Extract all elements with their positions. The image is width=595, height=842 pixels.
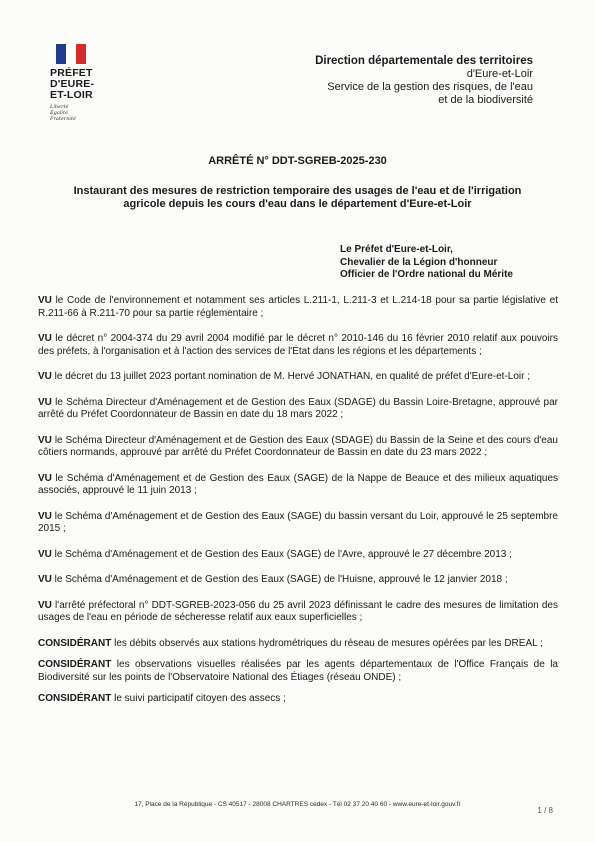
service-name-cont: et de la biodiversité: [438, 94, 533, 106]
visa-paragraph: [38, 435, 558, 460]
prefet-line: PRÉFET: [50, 67, 93, 79]
visa-paragraph: [38, 295, 558, 320]
visa-text: le Code de l'environnement et notamment ses articles L.211-1, L.211-3 et L.214-18 pour sa partie législative et R.211-66 à R.211-70 pour sa partie réglementaire ;: [38, 295, 558, 319]
signer-title: Le Préfet d'Eure-et-Loir,: [340, 244, 453, 255]
motto-line: Liberté: [50, 104, 69, 110]
prefet-name: [50, 68, 120, 101]
visa-text: le décret du 13 juillet 2023 portant nomination de M. Hervé JONATHAN, en qualité de préfet d'Eure-et-Loir ;: [51, 371, 530, 382]
visa-text: le Schéma d'Aménagement et de Gestion des Eaux (SAGE) de la Nappe de Beauce et des milieux aquatiques associés, approuvé le 11 juin 2013 ;: [38, 472, 558, 496]
visa-paragraph: [38, 473, 558, 498]
visa-paragraph: [38, 333, 558, 358]
considerant-text: les observations visuelles réalisées par les agents départementaux de l'Office Français de la Biodiversité sur les points de l'Observatoire National des Étiages (réseau ONDE) ;: [38, 659, 558, 683]
visa-text: l'arrêté préfectoral n° DDT-SGREB-2023-056 du 25 avril 2023 définissant le cadre des mesures de limitation des usages de l'eau en période de sécheresse relatif aux eaux superficielles ;: [38, 599, 558, 623]
visa-paragraph: [38, 549, 558, 562]
department-name: d'Eure-et-Loir: [466, 68, 533, 80]
visa-text: le Schéma d'Aménagement et de Gestion des Eaux (SAGE) de l'Avre, approuvé le 27 décembre 2013 ;: [51, 548, 512, 560]
visa-keyword: VU: [38, 371, 52, 382]
signer-honor: Chevalier de la Légion d'honneur: [340, 256, 498, 268]
considerant-keyword: CONSIDÉRANT: [38, 637, 112, 649]
visa-text: le Schéma d'Aménagement et de Gestion des Eaux (SAGE) du bassin versant du Loir, approuvé le 25 septembre 2015 ;: [38, 510, 558, 534]
visa-keyword: VU: [38, 548, 52, 560]
decree-title: ARRÊTÉ N° DDT-SGREB-2025-230: [208, 155, 387, 167]
motto-line: Égalité: [50, 110, 68, 116]
considerant-keyword: CONSIDÉRANT: [38, 659, 112, 670]
visa-paragraph: [38, 574, 558, 587]
visa-paragraph: [38, 511, 558, 536]
signer-block: [340, 244, 513, 282]
visa-keyword: VU: [38, 599, 52, 611]
page-number: 1 / 8: [537, 806, 553, 815]
visa-keyword: VU: [38, 434, 52, 446]
visa-keyword: VU: [38, 396, 52, 408]
visa-paragraph: [38, 371, 558, 384]
visa-keyword: VU: [38, 510, 52, 522]
signer-order: Officier de l'Ordre national du Mérite: [340, 269, 513, 280]
prefet-logo: [50, 44, 120, 122]
footer-address: 17, Place de la République - CS 40517 - 28008 CHARTRES cedex - Tél 02 37 20 40 60 - www.eure-et-loir.gouv.fr: [134, 801, 461, 808]
visa-text: le Schéma Directeur d'Aménagement et de Gestion des Eaux (SDAGE) du Bassin de la Seine et des cours d'eau côtiers normands, approuvé par arrêté du Préfet Coordonnateur de Bassin en date du 23 mars 2022 ;: [38, 434, 558, 458]
decree-subtitle: Instaurant des mesures de restriction temporaire des usages de l'eau et de l'irrigation agricole depuis les cours d'eau dans le département d'Eure-et-Loir: [73, 185, 522, 210]
marianne-flag-icon: [56, 44, 86, 64]
visa-keyword: VU: [38, 574, 52, 585]
visa-keyword: VU: [38, 295, 52, 306]
visa-text: le Schéma d'Aménagement et de Gestion des Eaux (SAGE) de l'Huisne, approuvé le 12 janvier 2018 ;: [51, 574, 508, 585]
considerant-paragraph: [38, 638, 558, 651]
decree-body: [38, 295, 558, 719]
visa-keyword: VU: [38, 472, 52, 484]
page-footer: [0, 801, 595, 809]
visa-keyword: VU: [38, 333, 52, 344]
republic-motto: [50, 104, 120, 122]
considerant-text: les débits observés aux stations hydrométriques du réseau de mesures opérées par les DREAL ;: [111, 637, 543, 649]
visa-paragraph: [38, 397, 558, 422]
issuing-service: [315, 55, 533, 107]
motto-line: Fraternité: [50, 116, 76, 122]
visa-paragraph: [38, 600, 558, 625]
prefet-line: D'EURE-: [50, 78, 95, 90]
considerant-paragraph: [38, 693, 558, 706]
service-name: Service de la gestion des risques, de l'eau: [327, 81, 533, 93]
visa-text: le Schéma Directeur d'Aménagement et de Gestion des Eaux (SDAGE) du Bassin Loire-Bretagne, approuvé par arrêté du Préfet Coordonnateur de Bassin en date du 18 mars 2022 ;: [38, 396, 558, 420]
considerant-keyword: CONSIDÉRANT: [38, 693, 112, 704]
visa-text: le décret n° 2004-374 du 29 avril 2004 modifié par le décret n° 2010-146 du 16 février 2010 relatif aux pouvoirs des préfets, à l'organisation et à l'action des services de l'État dans les régions et les départements ;: [38, 333, 558, 357]
direction-name: Direction départementale des territoires: [315, 55, 533, 67]
considerant-paragraph: [38, 659, 558, 684]
considerant-text: le suivi participatif citoyen des assecs ;: [111, 693, 286, 704]
prefet-line: ET-LOIR: [50, 89, 93, 101]
